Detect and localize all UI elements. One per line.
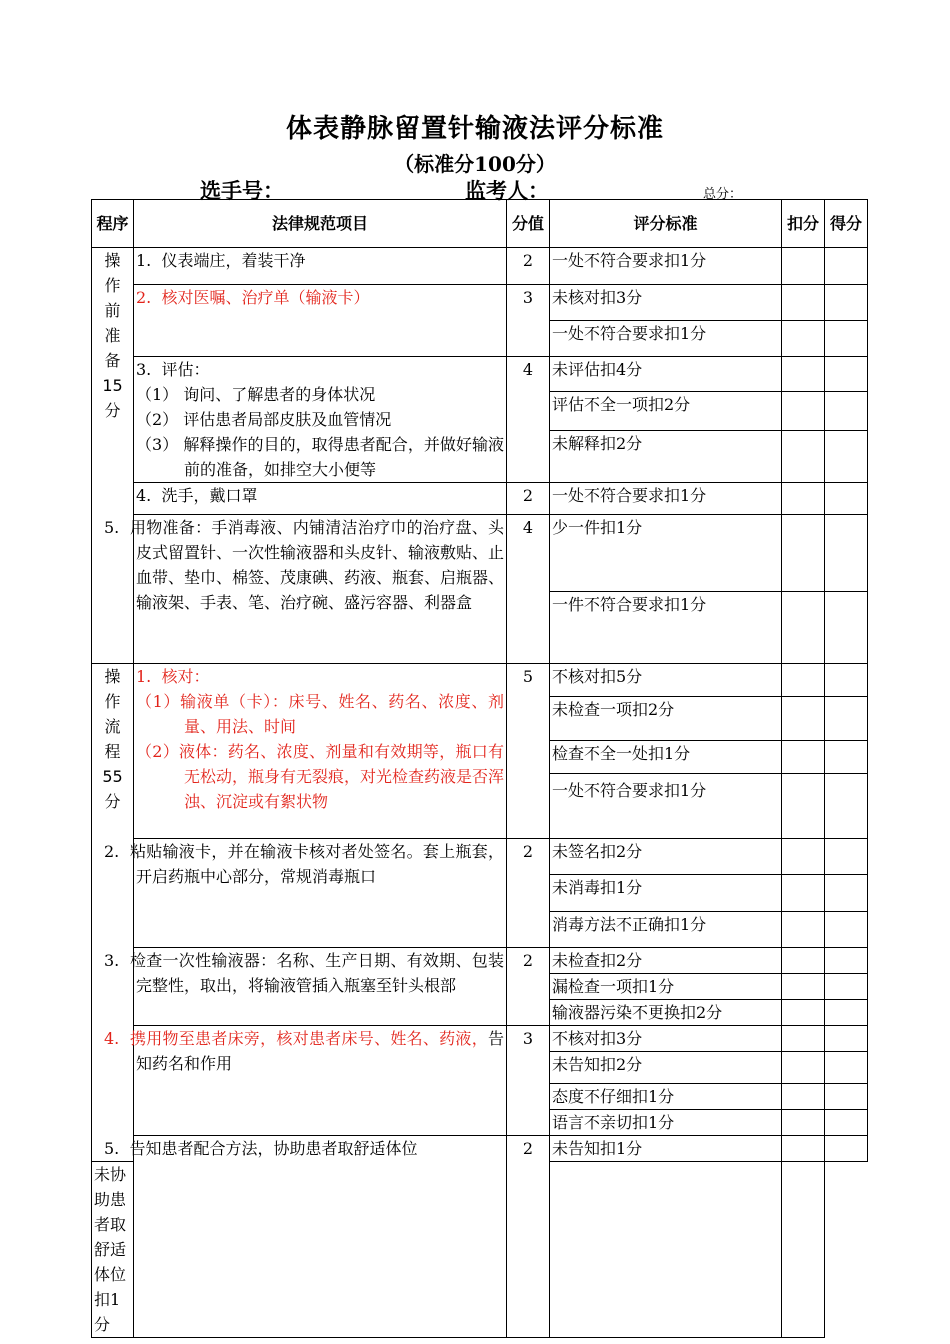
criteria-cell: 一件不符合要求扣1分 xyxy=(550,592,782,664)
criteria-cell: 未检查一项扣2分 xyxy=(550,697,782,741)
criteria-cell: 一处不符合要求扣1分 xyxy=(550,321,782,357)
criteria-cell: 少一件扣1分 xyxy=(550,515,782,592)
page-subtitle: （标准分100分） xyxy=(394,152,556,176)
score-value: 2 xyxy=(507,948,550,1026)
criteria-cell: 漏检查一项扣1分 xyxy=(550,974,782,1000)
obtained-cell[interactable] xyxy=(825,515,868,592)
criteria-cell: 检查不全一处扣1分 xyxy=(550,741,782,774)
criteria-cell: 未告知扣2分 xyxy=(550,1052,782,1084)
criteria-cell: 未签名扣2分 xyxy=(550,839,782,875)
criteria-cell: 一处不符合要求扣1分 xyxy=(550,774,782,839)
obtained-cell[interactable] xyxy=(825,875,868,912)
deduct-cell[interactable] xyxy=(782,839,825,875)
criteria-cell: 语言不亲切扣1分 xyxy=(550,1110,782,1136)
score-value: 2 xyxy=(507,1136,550,1338)
section-prep-label: 操 作 前 准 备 15 分 xyxy=(92,248,134,664)
criteria-cell: 未检查扣2分 xyxy=(550,948,782,974)
deduct-cell[interactable] xyxy=(782,1026,825,1052)
deduct-cell[interactable] xyxy=(782,875,825,912)
deduct-cell[interactable] xyxy=(782,592,825,664)
table-row xyxy=(92,839,868,875)
table-row xyxy=(92,483,868,515)
criteria-cell: 未评估扣4分 xyxy=(550,357,782,392)
deduct-cell[interactable] xyxy=(782,357,825,392)
prep-item-5: 5. 用物准备：手消毒液、内铺清洁治疗巾的治疗盘、头皮式留置针、一次性输液器和头皮针、输液敷贴、止血带、垫巾、棉签、茂康碘、药液、瓶套、启瓶器、输液架、手表、笔、治疗碗、盛污容器、利器盒 xyxy=(134,515,507,664)
deduct-cell[interactable] xyxy=(782,1110,825,1136)
obtained-cell[interactable] xyxy=(825,1052,868,1084)
deduct-cell[interactable] xyxy=(782,974,825,1000)
score-value: 4 xyxy=(507,515,550,664)
obtained-cell[interactable] xyxy=(825,912,868,948)
table-row xyxy=(92,515,868,592)
deduct-cell[interactable] xyxy=(782,664,825,697)
header-score: 分值 xyxy=(507,200,550,248)
obtained-cell[interactable] xyxy=(825,664,868,697)
criteria-cell: 输液器污染不更换扣2分 xyxy=(550,1000,782,1026)
obtained-cell[interactable] xyxy=(825,1110,868,1136)
criteria-cell: 消毒方法不正确扣1分 xyxy=(550,912,782,948)
obtained-cell[interactable] xyxy=(825,392,868,430)
deduct-cell[interactable] xyxy=(782,248,825,285)
header-procedure: 程序 xyxy=(92,200,134,248)
table-row xyxy=(92,357,868,392)
flow-item-2: 2. 粘贴输液卡，并在输液卡核对者处签名。套上瓶套，开启药瓶中心部分，常规消毒瓶口 xyxy=(134,839,507,948)
score-value: 3 xyxy=(507,1026,550,1136)
score-value: 2 xyxy=(507,248,550,285)
deduct-cell[interactable] xyxy=(782,321,825,357)
header-criteria: 评分标准 xyxy=(550,200,782,248)
header-deduct: 扣分 xyxy=(782,200,825,248)
obtained-cell[interactable] xyxy=(825,697,868,741)
obtained-cell[interactable] xyxy=(825,974,868,1000)
criteria-cell: 未解释扣2分 xyxy=(550,430,782,482)
deduct-cell[interactable] xyxy=(782,1136,825,1162)
criteria-cell: 不核对扣3分 xyxy=(550,1026,782,1052)
flow-item-5: 5. 告知患者配合方法，协助患者取舒适体位 xyxy=(134,1136,507,1338)
criteria-cell: 评估不全一项扣2分 xyxy=(550,392,782,430)
score-value: 2 xyxy=(507,483,550,515)
criteria-cell: 一处不符合要求扣1分 xyxy=(550,483,782,515)
score-value: 2 xyxy=(507,839,550,948)
table-row xyxy=(92,1136,868,1162)
deduct-cell[interactable] xyxy=(782,1052,825,1084)
obtained-cell[interactable] xyxy=(825,248,868,285)
deduct-cell[interactable] xyxy=(782,1084,825,1110)
obtained-cell[interactable] xyxy=(825,741,868,774)
deduct-cell[interactable] xyxy=(782,697,825,741)
table-row xyxy=(92,285,868,321)
criteria-cell: 不核对扣5分 xyxy=(550,664,782,697)
table-header-row xyxy=(92,200,868,248)
deduct-cell[interactable] xyxy=(782,515,825,592)
obtained-cell[interactable] xyxy=(825,839,868,875)
flow-item-4: 4. 携用物至患者床旁，核对患者床号、姓名、药液，告知药名和作用 xyxy=(134,1026,507,1136)
obtained-cell[interactable] xyxy=(825,285,868,321)
deduct-cell[interactable] xyxy=(550,1162,782,1338)
deduct-cell[interactable] xyxy=(782,1000,825,1026)
flow-item-3: 3. 检查一次性输液器：名称、生产日期、有效期、包装完整性，取出，将输液管插入瓶塞至针头根部 xyxy=(134,948,507,1026)
criteria-cell: 一处不符合要求扣1分 xyxy=(550,248,782,285)
prep-item-2: 2. 核对医嘱、治疗单（输液卡） xyxy=(134,285,507,357)
deduct-cell[interactable] xyxy=(782,430,825,482)
deduct-cell[interactable] xyxy=(782,912,825,948)
criteria-cell: 未告知扣1分 xyxy=(550,1136,782,1162)
criteria-cell: 未协助患者取舒适体位扣1分 xyxy=(92,1162,134,1338)
obtained-cell[interactable] xyxy=(825,357,868,392)
deduct-cell[interactable] xyxy=(782,285,825,321)
section-flow-label: 操 作 流 程 55 分 xyxy=(92,664,134,1162)
score-value: 3 xyxy=(507,285,550,357)
obtained-cell[interactable] xyxy=(825,1000,868,1026)
obtained-cell[interactable] xyxy=(782,1162,825,1338)
obtained-cell[interactable] xyxy=(825,948,868,974)
deduct-cell[interactable] xyxy=(782,392,825,430)
deduct-cell[interactable] xyxy=(782,483,825,515)
flow-item-1: 1. 核对： （1）输液单（卡）：床号、姓名、药名、浓度、剂量、用法、时间 （2）液体：药名、浓度、剂量和有效期等，瓶口有无松动，瓶身有无裂痕，对光检查药液是否浑浊、沉淀或有絮状物 xyxy=(134,664,507,839)
deduct-cell[interactable] xyxy=(782,948,825,974)
header-obtained: 得分 xyxy=(825,200,868,248)
criteria-cell: 未消毒扣1分 xyxy=(550,875,782,912)
obtained-cell[interactable] xyxy=(825,321,868,357)
obtained-cell[interactable] xyxy=(825,592,868,664)
deduct-cell[interactable] xyxy=(782,774,825,839)
criteria-cell: 未核对扣3分 xyxy=(550,285,782,321)
obtained-cell[interactable] xyxy=(825,774,868,839)
score-value: 4 xyxy=(507,357,550,483)
header-items: 法律规范项目 xyxy=(134,200,507,248)
prep-item-3: 3. 评估： （1） 询问、了解患者的身体状况 （2） 评估患者局部皮肤及血管情况 （3） 解释操作的目的，取得患者配合，并做好输液前的准备，如排空大小便等 xyxy=(134,357,507,483)
deduct-cell[interactable] xyxy=(782,741,825,774)
table-row xyxy=(92,664,868,697)
scoring-table xyxy=(91,199,868,1338)
player-number-label: 选手号： xyxy=(200,178,284,203)
prep-item-4: 4. 洗手，戴口罩 xyxy=(134,483,507,515)
prep-item-1: 1. 仪表端庄，着装干净 xyxy=(134,248,507,285)
obtained-cell[interactable] xyxy=(825,1136,868,1162)
obtained-cell[interactable] xyxy=(825,1026,868,1052)
table-row xyxy=(92,248,868,285)
obtained-cell[interactable] xyxy=(825,1084,868,1110)
table-row xyxy=(92,948,868,974)
obtained-cell[interactable] xyxy=(825,483,868,515)
table-row xyxy=(92,1026,868,1052)
page-title: 体表静脉留置针输液法评分标准 xyxy=(285,114,664,144)
examiner-label: 监考人： xyxy=(465,178,549,203)
criteria-cell: 态度不仔细扣1分 xyxy=(550,1084,782,1110)
obtained-cell[interactable] xyxy=(825,430,868,482)
total-score-label: 总分： xyxy=(703,187,743,202)
score-value: 5 xyxy=(507,664,550,839)
